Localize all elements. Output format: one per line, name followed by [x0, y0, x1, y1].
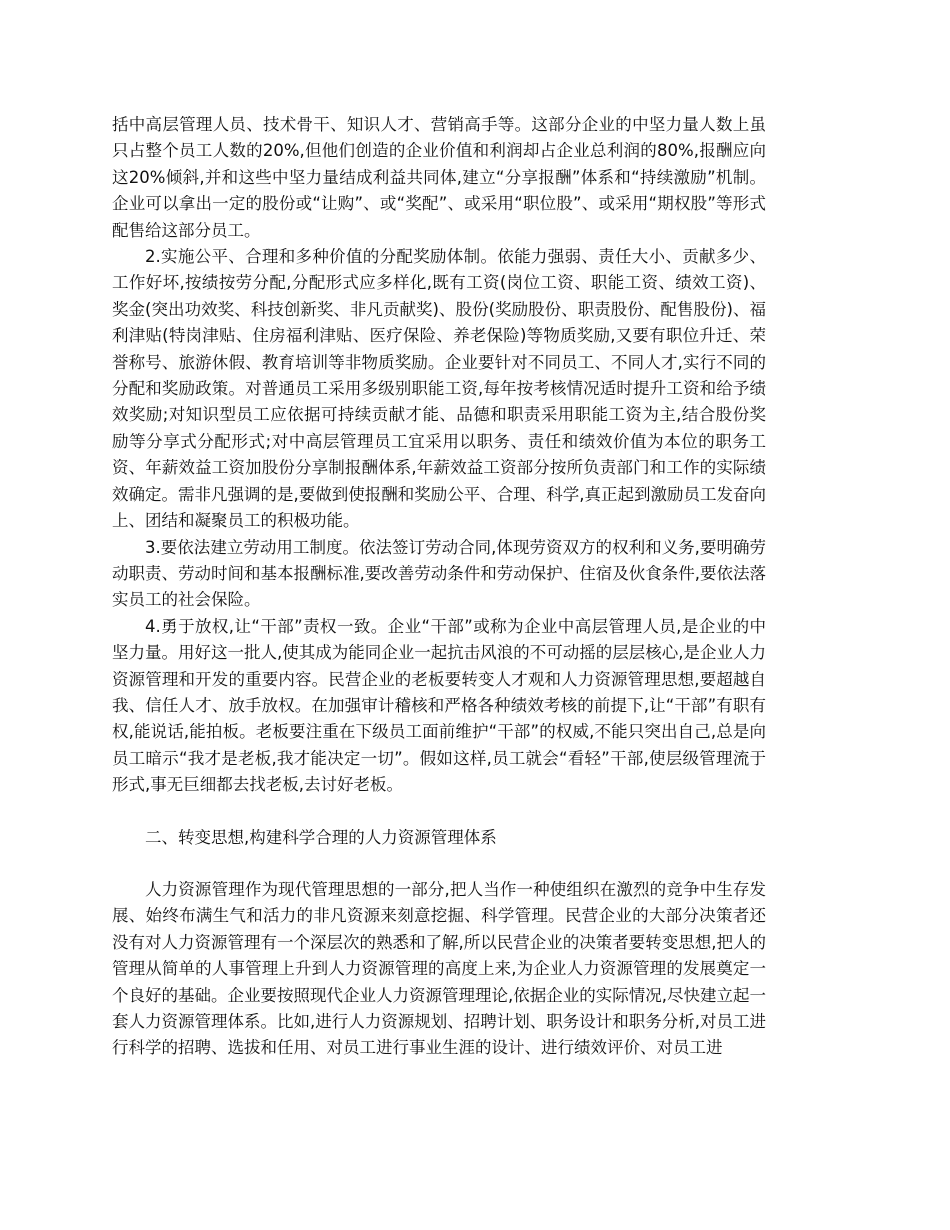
- spacer: [112, 799, 766, 825]
- paragraph-item-2-distribution: 2.实施公平、合理和多种价值的分配奖励体制。依能力强弱、责任大小、贡献多少、工作好坏,按绩按劳分配,分配形式应多样化,既有工资(岗位工资、职能工资、绩效工资)、奖金(突出功效奖、科技创新奖、非凡贡献奖)、股份(奖励股份、职责股份、配售股份)、福利津贴(特岗津贴、住房福利津贴、医疗保险、养老保险)等物质奖励,又要有职位升迁、荣誉称号、旅游休假、教育培训等非物质奖励。企业要针对不同员工、不同人才,实行不同的分配和奖励政策。对普通员工采用多级别职能工资,每年按考核情况适时提升工资和给予绩效奖励;对知识型员工应依据可持续贡献才能、品德和职责采用职能工资为主,结合股份奖励等分享式分配形式;对中高层管理员工宜采用以职务、责任和绩效价值为本位的职务工资、年薪效益工资加股份分享制报酬体系,年薪效益工资部分按所负责部门和工作的实际绩效确定。需非凡强调的是,要做到使报酬和奖励公平、合理、科学,真正起到激励员工发奋向上、团结和凝聚员工的积极功能。: [112, 247, 766, 531]
- spacer: [112, 851, 766, 877]
- paragraph-continuation: 括中高层管理人员、技术骨干、知识人才、营销高手等。这部分企业的中坚力量人数上虽只占整个员工人数的20%,但他们创造的企业价值和利润却占企业总利润的80%,报酬应向这20%倾斜,并和这些中坚力量结成利益共同体,建立“分享报酬”体系和“持续激励”机制。企业可以拿出一定的股份或“让购”、或“奖配”、或采用“职位股”、或采用“期权股”等形式配售给这部分员工。: [112, 115, 766, 240]
- paragraph-hr-management: 人力资源管理作为现代管理思想的一部分,把人当作一种使组织在激烈的竞争中生存发展、始终布满生气和活力的非凡资源来刻意挖掘、科学管理。民营企业的大部分决策者还没有对人力资源管理有一个深层次的熟悉和了解,所以民营企业的决策者要转变思想,把人的管理从简单的人事管理上升到人力资源管理的高度上来,为企业人力资源管理的发展奠定一个良好的基础。企业要按照现代企业人力资源管理理论,依据企业的实际情况,尽快建立起一套人力资源管理体系。比如,进行人力资源规划、招聘计划、职务设计和职务分析,对员工进行科学的招聘、选拔和任用、对员工进行事业生涯的设计、进行绩效评价、对员工进: [112, 879, 766, 1058]
- document-body: [112, 112, 766, 1062]
- section-heading: 二、转变思想,构建科学合理的人力资源管理体系: [145, 827, 497, 847]
- paragraph-item-4-delegation: 4.勇于放权,让“干部”责权一致。企业“干部”或称为企业中高层管理人员,是企业的中坚力量。用好这一批人,使其成为能同企业一起抗击风浪的不可动摇的层层核心,是企业人力资源管理和开发的重要内容。民营企业的老板要转变人才观和人力资源管理思想,要超越自我、信任人才、放手放权。在加强审计稽核和严格各种绩效考核的前提下,让“干部”有职有权,能说话,能拍板。老板要注重在下级员工面前维护“干部”的权威,不能只突出自己,总是向员工暗示“我才是老板,我才能决定一切”。假如这样,员工就会“看轻”干部,使层级管理流于形式,事无巨细都去找老板,去讨好老板。: [112, 616, 766, 795]
- paragraph-item-3-labor: 3.要依法建立劳动用工制度。依法签订劳动合同,体现劳资双方的权利和义务,要明确劳动职责、劳动时间和基本报酬标准,要改善劳动条件和劳动保护、住宿及伙食条件,要依法落实员工的社会保险。: [112, 537, 766, 610]
